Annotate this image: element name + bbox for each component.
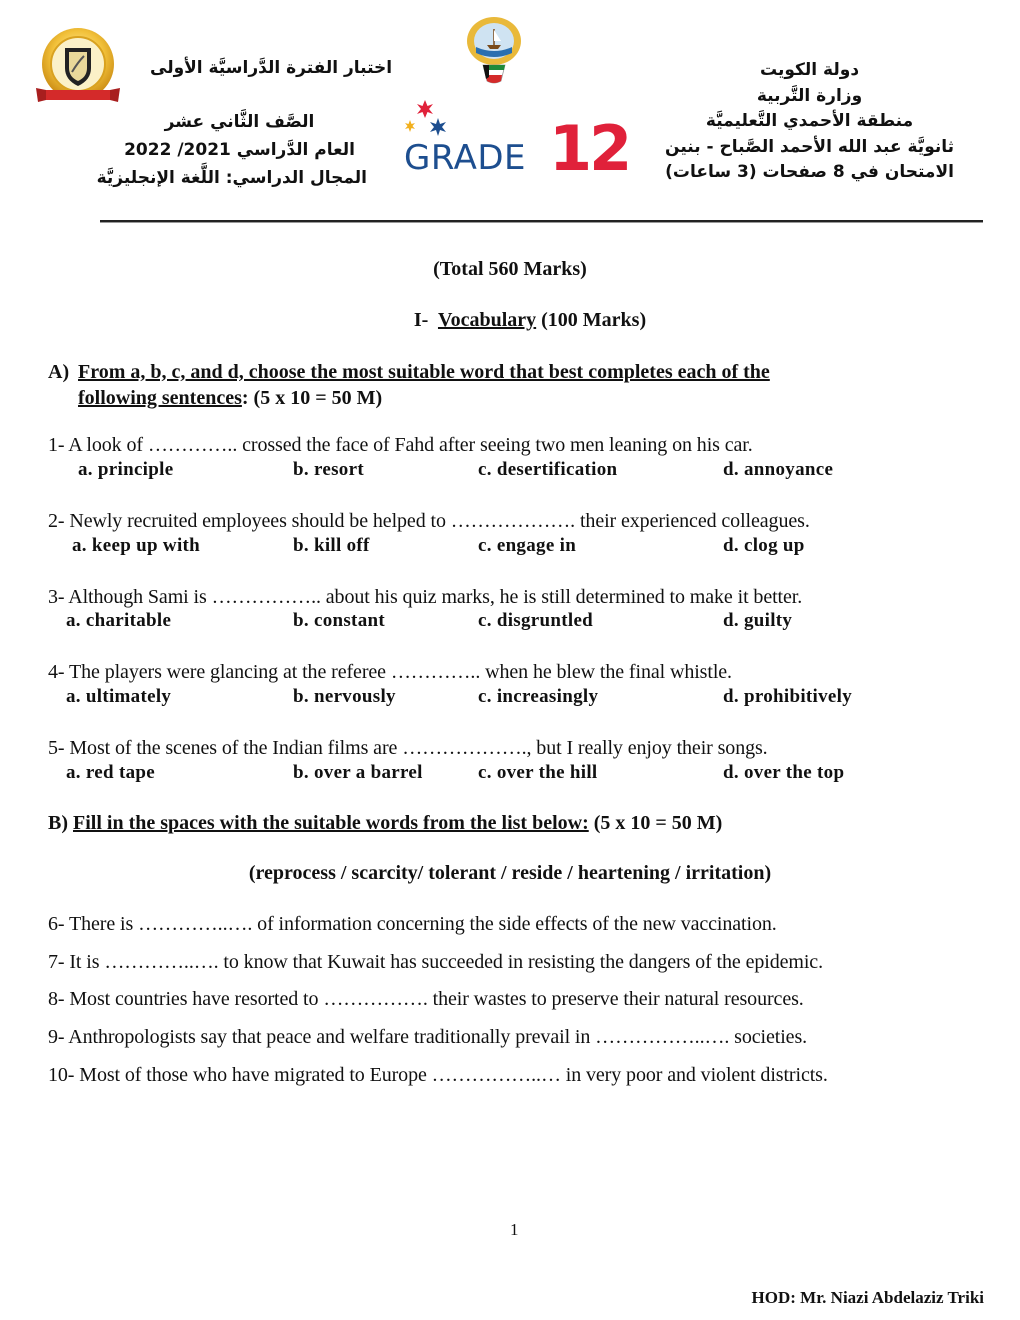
word-list: (reprocess / scarcity/ tolerant / reside / heartening / irritation) xyxy=(248,862,772,884)
institution-info-arabic xyxy=(665,58,954,186)
option-b[interactable]: b. resort xyxy=(293,459,364,480)
question-4: 4- The players were glancing at the referee ………….. when he blew the final whistle. xyxy=(48,661,732,683)
part-b-marks: (5 x 10 = 50 M) xyxy=(588,812,723,834)
academic-year: العام الدَّراسي 2021/ 2022 xyxy=(124,140,355,160)
exam-title-arabic: اختبار الفترة الدَّراسيَّة الأولى xyxy=(150,58,393,78)
option-c[interactable]: c. increasingly xyxy=(478,686,599,707)
option-d[interactable]: d. annoyance xyxy=(723,459,834,480)
part-a-instruction-line1: From a, b, c, and d, choose the most suitable word that best completes each of the xyxy=(78,361,770,383)
part-a-instruction xyxy=(48,359,948,411)
school-name: ثانويَّة عبد الله الأحمد الصَّباح - بنين xyxy=(665,136,954,157)
section-title: Vocabulary xyxy=(437,309,537,331)
option-d[interactable]: d. guilty xyxy=(723,610,793,631)
stars-icon xyxy=(402,98,462,142)
fill-in-10: 10- Most of those who have migrated to Europe ……………..… in very poor and violent districts. xyxy=(48,1064,828,1086)
page-number: 1 xyxy=(510,1220,519,1239)
part-b-instruction xyxy=(48,812,722,835)
school-crest-logo xyxy=(32,26,124,110)
question-2: 2- Newly recruited employees should be helped to ………………. their experienced colleagues. xyxy=(48,510,810,532)
option-b[interactable]: b. over a barrel xyxy=(293,762,423,783)
question-1: 1- A look of ………….. crossed the face of Fahd after seeing two men leaning on his car. xyxy=(48,434,753,456)
hod-signature: HOD: Mr. Niazi Abdelaziz Triki xyxy=(751,1288,984,1307)
subject: المجال الدراسي: اللَّغة الإنجليزيَّة xyxy=(96,168,367,188)
fill-in-8: 8- Most countries have resorted to ……………. their wastes to preserve their natural resources. xyxy=(48,988,804,1010)
option-a[interactable]: a. keep up with xyxy=(72,535,201,556)
header-divider xyxy=(100,220,983,223)
question-2-options xyxy=(0,535,1020,561)
option-c[interactable]: c. desertification xyxy=(478,459,618,480)
total-marks: (Total 560 Marks) xyxy=(433,258,587,280)
option-d[interactable]: d. over the top xyxy=(723,762,845,783)
kuwait-emblem-icon xyxy=(463,15,525,85)
question-3: 3- Although Sami is …………….. about his quiz marks, he is still determined to make it better. xyxy=(48,586,803,608)
grade-number: 12 xyxy=(549,112,630,185)
fill-in-7: 7- It is …………..…. to know that Kuwait has succeeded in resisting the dangers of the epidemic. xyxy=(48,951,823,973)
option-b[interactable]: b. nervously xyxy=(293,686,396,707)
question-4-options xyxy=(0,686,1020,712)
ministry: وزارة التَّربية xyxy=(756,85,863,106)
option-c[interactable]: c. over the hill xyxy=(478,762,598,783)
option-a[interactable]: a. red tape xyxy=(66,762,155,783)
fill-in-9: 9- Anthropologists say that peace and welfare traditionally prevail in ……………..…. societies. xyxy=(48,1026,808,1048)
question-5-options xyxy=(0,762,1020,788)
option-a[interactable]: a. principle xyxy=(78,459,174,480)
part-a-instruction-line2: following sentences xyxy=(78,387,242,409)
grade-word: GRADE xyxy=(404,138,527,178)
exam-info-arabic xyxy=(96,108,367,192)
option-a[interactable]: a. charitable xyxy=(66,610,172,631)
option-c[interactable]: c. disgruntled xyxy=(478,610,594,631)
option-d[interactable]: d. prohibitively xyxy=(723,686,853,707)
option-c[interactable]: c. engage in xyxy=(478,535,577,556)
option-a[interactable]: a. ultimately xyxy=(66,686,172,707)
option-b[interactable]: b. kill off xyxy=(293,535,370,556)
question-5: 5- Most of the scenes of the Indian films are ………………., but I really enjoy their songs. xyxy=(48,737,768,759)
section-prefix: I- xyxy=(413,309,429,331)
part-b-instruction-text: Fill in the spaces with the suitable words from the list below: xyxy=(73,812,589,834)
country: دولة الكويت xyxy=(760,60,860,80)
district: منطقة الأحمدي التَّعليميَّة xyxy=(705,111,914,131)
part-b-label: B) xyxy=(48,812,68,834)
section-heading xyxy=(0,309,1020,332)
grade-level: الصَّف الثَّاني عشر xyxy=(164,112,315,132)
option-d[interactable]: d. clog up xyxy=(723,535,805,556)
part-a-marks: : (5 x 10 = 50 M) xyxy=(241,387,383,409)
exam-length: الامتحان في 8 صفحات (3 ساعات) xyxy=(665,162,954,182)
option-b[interactable]: b. constant xyxy=(293,610,385,631)
grade-12-logo xyxy=(402,98,630,188)
question-3-options xyxy=(0,610,1020,636)
question-1-options xyxy=(0,459,1020,485)
part-a-label: A) xyxy=(48,361,70,383)
fill-in-6: 6- There is …………..…. of information concerning the side effects of the new vaccination. xyxy=(48,913,777,935)
section-marks: (100 Marks) xyxy=(541,309,647,331)
